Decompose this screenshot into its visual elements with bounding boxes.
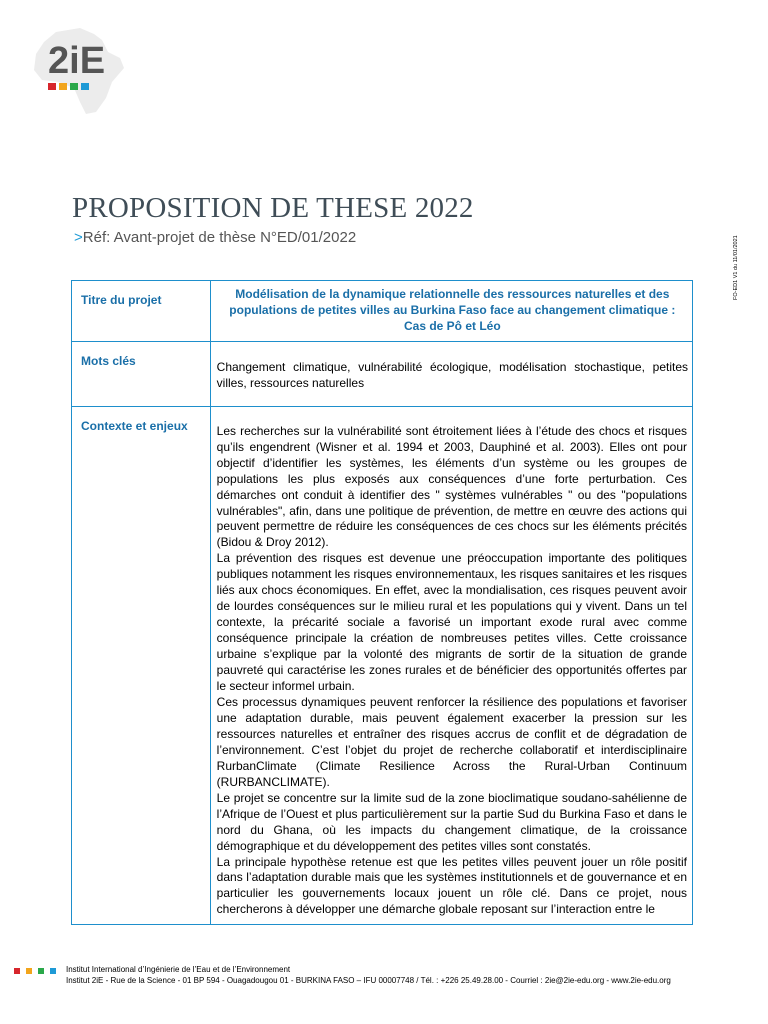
logo-square-blue [81,83,89,90]
row-label-cell [72,341,211,406]
footer-square-orange [26,968,32,974]
row-label-cell [72,406,211,924]
subtitle-arrow: > [74,229,83,246]
row-value-cell [210,406,692,924]
context-paragraph: La prévention des risques est devenue une préoccupation importante des politiques publiques notamment les risques environnementaux, les risques sanitaires et les risques liés aux chocs économiques. En effet, avec la mondialisation, ces risques peuvent avoir de lourdes conséquences sur le milieu rural et les populations qui y vivent. Dans un tel contexte, la précarité sociale a favorisé un important exode rural avec comme conséquence principale la création de nombreuses petites villes. Cette croissance urbaine s’explique par la volonté des migrants de sortir de la situation de grande pauvreté qui caractérise les zones rurales et de bénéficier des opportunités offertes par le secteur informel urbain. [216,551,687,694]
context-paragraph: Ces processus dynamiques peuvent renforcer la résilience des populations et favoriser une adaptation durable, mais peuvent également exacerber la pression sur les ressources naturelles et entraîner des risques accrus de conflit et de dégradation de l’environnement. C’est l’objet du projet de recherche collaboratif et interdisciplinaire RurbanClimate (Climate Resilience Across the Rural-Urban Continuum (RURBANCLIMATE). [216,694,687,789]
logo-color-squares [48,83,89,90]
table-row-title [72,281,693,342]
keywords-text: Changement climatique, vulnérabilité écologique, modélisation stochastique, petites villes, ressources naturelles [216,359,688,390]
row-value-cell [210,341,692,406]
footer-square-red [14,968,20,974]
footer-color-squares [14,968,56,974]
logo-square-green [70,83,78,90]
logo-wordmark: 2iE [48,40,106,82]
row-value-cell [210,281,692,342]
context-paragraph: La principale hypothèse retenue est que les petites villes peuvent jouer un rôle positif dans l’adaptation durable mais que les systèmes institutionnels et de gouvernance et en particulier les gouvernements locaux jouent un rôle clé. Dans ce projet, nous chercherons à développer une démarche globale reposant sur l’interaction entre le [216,854,687,917]
context-paragraph: Le projet se concentre sur la limite sud de la zone bioclimatique soudano-sahélienne de l’Afrique de l’Ouest et plus particulièrement sur la partie Sud du Burkina Faso et dans le nord du Ghana, où les impacts du changement climatique, de la croissance démographique et du développement des petites villes sont constatés. [216,790,687,853]
page-subtitle [74,229,356,246]
footer-institution-name: Institut International d’Ingénierie de l’Eau et de l’Environnement [66,965,291,974]
footer-square-green [38,968,44,974]
context-paragraph: Les recherches sur la vulnérabilité sont étroitement liées à l’étude des chocs et risques qu’ils engendrent (Wisner et al. 1994 et 2003, Dauphiné et al. 2003). Elles ont pour objectif d’identifier les systèmes, les éléments d’un système ou les groupes de populations les plus exposés aux conséquences d’une forte perturbation. Ces démarches ont conduit à identifier des " systèmes vulnérables " ou des "populations vulnérables", afin, dans une politique de prévention, de mettre en œuvre des actions qui peuvent permettre de réduire les conséquences de ces chocs sur les éléments précités (Bidou & Droy 2012). [216,423,687,550]
logo-square-red [48,83,56,90]
context-text [211,407,692,924]
footer-address: Institut 2iE - Rue de la Science - 01 BP 594 - Ouagadougou 01 - BURKINA FASO – IFU 00007748 / Tél. : +226 25.49.28.00 - Courriel : 2ie@2ie-edu.org - www.2ie-edu.org [66,976,671,985]
project-title: Modélisation de la dynamique relationnelle des ressources naturelles et des populations de petites villes au Burkina Faso face au changement climatique : Cas de Pô et Léo [229,287,676,333]
subtitle-text: Réf: Avant-projet de thèse N°ED/01/2022 [82,229,357,246]
document-side-reference: FO-ED1 V1 du 11/01/2021 [733,235,739,300]
table-row-keywords [72,341,693,406]
thesis-proposal-table [71,280,693,925]
table-row-context [72,406,693,924]
footer-square-blue [50,968,56,974]
row-label-cell [72,281,211,342]
row-label: Mots clés [81,353,136,368]
row-label: Contexte et enjeux [81,418,188,433]
page-title: PROPOSITION DE THESE 2022 [72,192,474,224]
logo-square-orange [59,83,67,90]
row-label: Titre du projet [81,293,162,307]
institution-logo [28,26,128,118]
